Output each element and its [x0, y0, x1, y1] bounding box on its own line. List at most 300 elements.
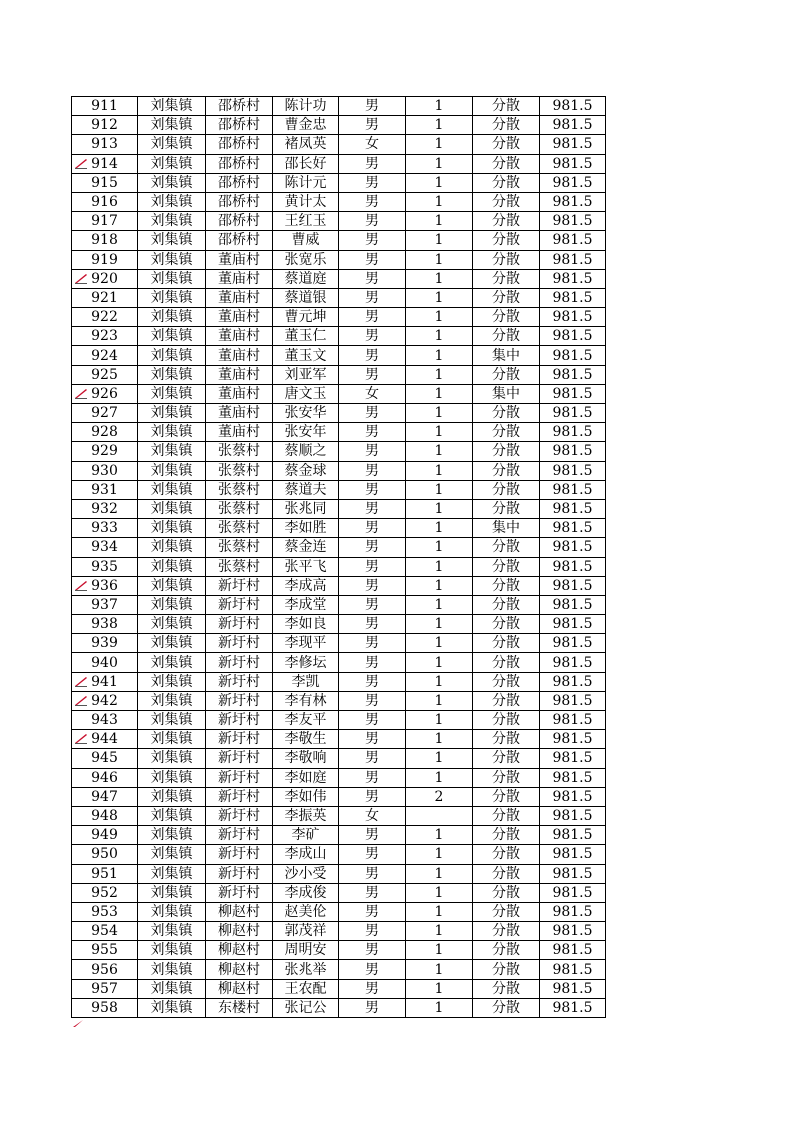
row-number: 920	[72, 269, 138, 288]
name-cell: 蔡道夫	[273, 480, 339, 499]
village-cell: 新圩村	[206, 615, 273, 634]
count-cell: 1	[406, 749, 473, 768]
row-number: 930	[72, 461, 138, 480]
table-row	[72, 135, 606, 154]
name-cell: 曹金忠	[273, 116, 339, 135]
name-cell: 蔡顺之	[273, 442, 339, 461]
table-row	[72, 288, 606, 307]
count-cell: 1	[406, 595, 473, 614]
mode-cell: 分散	[473, 442, 540, 461]
mode-cell: 分散	[473, 768, 540, 787]
amount-cell: 981.5	[540, 135, 606, 154]
town-cell: 刘集镇	[138, 826, 206, 845]
table-row	[72, 979, 606, 998]
town-cell: 刘集镇	[138, 346, 206, 365]
amount-cell: 981.5	[540, 250, 606, 269]
mode-cell: 分散	[473, 250, 540, 269]
name-cell: 李友平	[273, 711, 339, 730]
name-cell: 蔡道庭	[273, 269, 339, 288]
name-cell: 李振英	[273, 806, 339, 825]
village-cell: 新圩村	[206, 768, 273, 787]
row-number: 943	[72, 711, 138, 730]
amount-cell: 981.5	[540, 327, 606, 346]
village-cell: 新圩村	[206, 576, 273, 595]
mode-cell: 集中	[473, 384, 540, 403]
row-number: 915	[72, 173, 138, 192]
gender-cell: 男	[339, 231, 406, 250]
name-cell: 蔡道银	[273, 288, 339, 307]
mode-cell: 分散	[473, 615, 540, 634]
mode-cell: 集中	[473, 519, 540, 538]
row-number: 925	[72, 365, 138, 384]
name-cell: 李成山	[273, 845, 339, 864]
table-row	[72, 384, 606, 403]
mode-cell: 分散	[473, 135, 540, 154]
count-cell: 1	[406, 711, 473, 730]
count-cell: 1	[406, 461, 473, 480]
mode-cell: 分散	[473, 154, 540, 173]
town-cell: 刘集镇	[138, 691, 206, 710]
count-cell: 1	[406, 231, 473, 250]
gender-cell: 男	[339, 192, 406, 211]
village-cell: 董庙村	[206, 384, 273, 403]
table-row	[72, 787, 606, 806]
gender-cell: 女	[339, 135, 406, 154]
gender-cell: 男	[339, 768, 406, 787]
mode-cell: 分散	[473, 423, 540, 442]
town-cell: 刘集镇	[138, 615, 206, 634]
count-cell: 1	[406, 557, 473, 576]
gender-cell: 男	[339, 998, 406, 1017]
table-row	[72, 749, 606, 768]
name-cell: 李如伟	[273, 787, 339, 806]
table-row	[72, 192, 606, 211]
row-number: 917	[72, 212, 138, 231]
town-cell: 刘集镇	[138, 519, 206, 538]
row-number: 926	[72, 384, 138, 403]
mode-cell: 分散	[473, 730, 540, 749]
name-cell: 张兆举	[273, 960, 339, 979]
amount-cell: 981.5	[540, 922, 606, 941]
gender-cell: 男	[339, 787, 406, 806]
row-number: 921	[72, 288, 138, 307]
count-cell: 1	[406, 883, 473, 902]
town-cell: 刘集镇	[138, 538, 206, 557]
row-number: 956	[72, 960, 138, 979]
town-cell: 刘集镇	[138, 787, 206, 806]
count-cell: 1	[406, 979, 473, 998]
mode-cell: 分散	[473, 960, 540, 979]
table-row	[72, 346, 606, 365]
name-cell: 董玉文	[273, 346, 339, 365]
village-cell: 张蔡村	[206, 557, 273, 576]
count-cell: 1	[406, 941, 473, 960]
row-number: 931	[72, 480, 138, 499]
village-cell: 柳赵村	[206, 979, 273, 998]
table-row	[72, 653, 606, 672]
gender-cell: 男	[339, 691, 406, 710]
count-cell: 1	[406, 192, 473, 211]
data-table	[71, 96, 606, 1018]
row-number: 941	[72, 672, 138, 691]
town-cell: 刘集镇	[138, 595, 206, 614]
amount-cell: 981.5	[540, 845, 606, 864]
count-cell: 1	[406, 998, 473, 1017]
table-row	[72, 365, 606, 384]
count-cell: 1	[406, 768, 473, 787]
town-cell: 刘集镇	[138, 97, 206, 116]
mode-cell: 分散	[473, 404, 540, 423]
table-row	[72, 327, 606, 346]
town-cell: 刘集镇	[138, 576, 206, 595]
comment-flag-icon[interactable]	[74, 388, 88, 399]
mode-cell: 分散	[473, 595, 540, 614]
table-row	[72, 308, 606, 327]
town-cell: 刘集镇	[138, 384, 206, 403]
amount-cell: 981.5	[540, 116, 606, 135]
village-cell: 新圩村	[206, 711, 273, 730]
row-number: 935	[72, 557, 138, 576]
village-cell: 邵桥村	[206, 212, 273, 231]
village-cell: 邵桥村	[206, 116, 273, 135]
count-cell	[406, 806, 473, 825]
table-row	[72, 845, 606, 864]
row-number: 955	[72, 941, 138, 960]
town-cell: 刘集镇	[138, 423, 206, 442]
village-cell: 张蔡村	[206, 442, 273, 461]
gender-cell: 男	[339, 346, 406, 365]
village-cell: 柳赵村	[206, 902, 273, 921]
gender-cell: 男	[339, 960, 406, 979]
mode-cell: 分散	[473, 806, 540, 825]
town-cell: 刘集镇	[138, 883, 206, 902]
mode-cell: 分散	[473, 826, 540, 845]
name-cell: 陈计功	[273, 97, 339, 116]
village-cell: 柳赵村	[206, 922, 273, 941]
row-number: 942	[72, 691, 138, 710]
table-row	[72, 922, 606, 941]
comment-flag-icon[interactable]	[74, 695, 88, 706]
table-row	[72, 538, 606, 557]
table-row	[72, 595, 606, 614]
village-cell: 董庙村	[206, 288, 273, 307]
town-cell: 刘集镇	[138, 135, 206, 154]
gender-cell: 男	[339, 173, 406, 192]
amount-cell: 981.5	[540, 154, 606, 173]
row-number: 922	[72, 308, 138, 327]
table-row	[72, 97, 606, 116]
name-cell: 李修坛	[273, 653, 339, 672]
mode-cell: 分散	[473, 288, 540, 307]
name-cell: 李成俊	[273, 883, 339, 902]
mode-cell: 分散	[473, 557, 540, 576]
table-row	[72, 615, 606, 634]
table-row	[72, 941, 606, 960]
name-cell: 张平飞	[273, 557, 339, 576]
row-number: 954	[72, 922, 138, 941]
gender-cell: 男	[339, 615, 406, 634]
amount-cell: 981.5	[540, 864, 606, 883]
table-row	[72, 634, 606, 653]
amount-cell: 981.5	[540, 768, 606, 787]
comment-flag-icon[interactable]	[74, 733, 88, 744]
gender-cell: 男	[339, 711, 406, 730]
amount-cell: 981.5	[540, 346, 606, 365]
town-cell: 刘集镇	[138, 806, 206, 825]
gender-cell: 男	[339, 519, 406, 538]
name-cell: 曹元坤	[273, 308, 339, 327]
town-cell: 刘集镇	[138, 941, 206, 960]
table-row	[72, 423, 606, 442]
amount-cell: 981.5	[540, 979, 606, 998]
table-row	[72, 730, 606, 749]
village-cell: 张蔡村	[206, 538, 273, 557]
gender-cell: 男	[339, 116, 406, 135]
gender-cell: 男	[339, 480, 406, 499]
table-row	[72, 519, 606, 538]
comment-flag-icon[interactable]	[74, 676, 88, 687]
village-cell: 董庙村	[206, 250, 273, 269]
amount-cell: 981.5	[540, 212, 606, 231]
count-cell: 1	[406, 116, 473, 135]
amount-cell: 981.5	[540, 998, 606, 1017]
amount-cell: 981.5	[540, 269, 606, 288]
gender-cell: 男	[339, 538, 406, 557]
row-number: 919	[72, 250, 138, 269]
town-cell: 刘集镇	[138, 461, 206, 480]
table-row	[72, 960, 606, 979]
town-cell: 刘集镇	[138, 730, 206, 749]
village-cell: 柳赵村	[206, 941, 273, 960]
gender-cell: 男	[339, 423, 406, 442]
town-cell: 刘集镇	[138, 308, 206, 327]
corner-marker-icon	[73, 1019, 85, 1027]
count-cell: 1	[406, 864, 473, 883]
row-number: 939	[72, 634, 138, 653]
mode-cell: 分散	[473, 941, 540, 960]
row-number: 912	[72, 116, 138, 135]
gender-cell: 男	[339, 883, 406, 902]
table-row	[72, 499, 606, 518]
town-cell: 刘集镇	[138, 365, 206, 384]
row-number: 940	[72, 653, 138, 672]
count-cell: 2	[406, 787, 473, 806]
row-number: 938	[72, 615, 138, 634]
count-cell: 1	[406, 538, 473, 557]
town-cell: 刘集镇	[138, 557, 206, 576]
gender-cell: 男	[339, 826, 406, 845]
mode-cell: 分散	[473, 864, 540, 883]
amount-cell: 981.5	[540, 634, 606, 653]
comment-flag-icon[interactable]	[74, 273, 88, 284]
gender-cell: 男	[339, 749, 406, 768]
row-number: 937	[72, 595, 138, 614]
name-cell: 曹威	[273, 231, 339, 250]
name-cell: 李成堂	[273, 595, 339, 614]
mode-cell: 分散	[473, 480, 540, 499]
table-row	[72, 173, 606, 192]
gender-cell: 男	[339, 672, 406, 691]
mode-cell: 分散	[473, 711, 540, 730]
mode-cell: 分散	[473, 231, 540, 250]
count-cell: 1	[406, 404, 473, 423]
count-cell: 1	[406, 576, 473, 595]
town-cell: 刘集镇	[138, 212, 206, 231]
gender-cell: 男	[339, 730, 406, 749]
mode-cell: 分散	[473, 634, 540, 653]
amount-cell: 981.5	[540, 288, 606, 307]
village-cell: 董庙村	[206, 346, 273, 365]
amount-cell: 981.5	[540, 960, 606, 979]
mode-cell: 分散	[473, 672, 540, 691]
table-row	[72, 826, 606, 845]
amount-cell: 981.5	[540, 653, 606, 672]
amount-cell: 981.5	[540, 826, 606, 845]
mode-cell: 分散	[473, 749, 540, 768]
table-row	[72, 864, 606, 883]
amount-cell: 981.5	[540, 902, 606, 921]
mode-cell: 分散	[473, 173, 540, 192]
name-cell: 李成高	[273, 576, 339, 595]
name-cell: 李现平	[273, 634, 339, 653]
gender-cell: 男	[339, 212, 406, 231]
town-cell: 刘集镇	[138, 116, 206, 135]
village-cell: 邵桥村	[206, 154, 273, 173]
name-cell: 王红玉	[273, 212, 339, 231]
name-cell: 王农配	[273, 979, 339, 998]
village-cell: 新圩村	[206, 672, 273, 691]
table-row	[72, 902, 606, 921]
row-number: 923	[72, 327, 138, 346]
name-cell: 李敬生	[273, 730, 339, 749]
village-cell: 新圩村	[206, 864, 273, 883]
mode-cell: 分散	[473, 979, 540, 998]
name-cell: 张安华	[273, 404, 339, 423]
mode-cell: 集中	[473, 346, 540, 365]
row-number: 949	[72, 826, 138, 845]
town-cell: 刘集镇	[138, 499, 206, 518]
amount-cell: 981.5	[540, 384, 606, 403]
town-cell: 刘集镇	[138, 845, 206, 864]
table-row	[72, 250, 606, 269]
amount-cell: 981.5	[540, 691, 606, 710]
row-number: 957	[72, 979, 138, 998]
table-body	[72, 97, 606, 1018]
count-cell: 1	[406, 327, 473, 346]
name-cell: 李如庭	[273, 768, 339, 787]
count-cell: 1	[406, 480, 473, 499]
count-cell: 1	[406, 519, 473, 538]
count-cell: 1	[406, 288, 473, 307]
row-number: 916	[72, 192, 138, 211]
row-number: 950	[72, 845, 138, 864]
town-cell: 刘集镇	[138, 173, 206, 192]
count-cell: 1	[406, 269, 473, 288]
amount-cell: 981.5	[540, 519, 606, 538]
gender-cell: 男	[339, 941, 406, 960]
count-cell: 1	[406, 730, 473, 749]
amount-cell: 981.5	[540, 308, 606, 327]
count-cell: 1	[406, 442, 473, 461]
mode-cell: 分散	[473, 269, 540, 288]
gender-cell: 男	[339, 269, 406, 288]
comment-flag-icon[interactable]	[74, 580, 88, 591]
mode-cell: 分散	[473, 902, 540, 921]
table-row	[72, 672, 606, 691]
count-cell: 1	[406, 672, 473, 691]
count-cell: 1	[406, 653, 473, 672]
mode-cell: 分散	[473, 327, 540, 346]
name-cell: 李如良	[273, 615, 339, 634]
table-row	[72, 269, 606, 288]
village-cell: 柳赵村	[206, 960, 273, 979]
table-row	[72, 883, 606, 902]
row-number: 953	[72, 902, 138, 921]
amount-cell: 981.5	[540, 711, 606, 730]
count-cell: 1	[406, 173, 473, 192]
village-cell: 张蔡村	[206, 519, 273, 538]
amount-cell: 981.5	[540, 404, 606, 423]
gender-cell: 男	[339, 595, 406, 614]
gender-cell: 女	[339, 384, 406, 403]
village-cell: 新圩村	[206, 749, 273, 768]
table-row	[72, 231, 606, 250]
village-cell: 邵桥村	[206, 231, 273, 250]
table-row	[72, 461, 606, 480]
table-row	[72, 806, 606, 825]
gender-cell: 男	[339, 864, 406, 883]
name-cell: 张兆同	[273, 499, 339, 518]
village-cell: 邵桥村	[206, 192, 273, 211]
mode-cell: 分散	[473, 883, 540, 902]
gender-cell: 男	[339, 634, 406, 653]
amount-cell: 981.5	[540, 97, 606, 116]
count-cell: 1	[406, 384, 473, 403]
table-row	[72, 480, 606, 499]
row-number: 932	[72, 499, 138, 518]
village-cell: 张蔡村	[206, 461, 273, 480]
gender-cell: 男	[339, 97, 406, 116]
row-number: 946	[72, 768, 138, 787]
name-cell: 周明安	[273, 941, 339, 960]
amount-cell: 981.5	[540, 461, 606, 480]
gender-cell: 男	[339, 250, 406, 269]
gender-cell: 男	[339, 404, 406, 423]
table-row	[72, 154, 606, 173]
count-cell: 1	[406, 615, 473, 634]
town-cell: 刘集镇	[138, 979, 206, 998]
gender-cell: 女	[339, 806, 406, 825]
village-cell: 新圩村	[206, 595, 273, 614]
village-cell: 新圩村	[206, 787, 273, 806]
table-row	[72, 576, 606, 595]
gender-cell: 男	[339, 845, 406, 864]
amount-cell: 981.5	[540, 672, 606, 691]
mode-cell: 分散	[473, 308, 540, 327]
amount-cell: 981.5	[540, 231, 606, 250]
row-number: 944	[72, 730, 138, 749]
name-cell: 李敬响	[273, 749, 339, 768]
village-cell: 新圩村	[206, 883, 273, 902]
gender-cell: 男	[339, 576, 406, 595]
table-row	[72, 212, 606, 231]
mode-cell: 分散	[473, 998, 540, 1017]
row-number: 911	[72, 97, 138, 116]
comment-flag-icon[interactable]	[74, 158, 88, 169]
count-cell: 1	[406, 423, 473, 442]
town-cell: 刘集镇	[138, 327, 206, 346]
name-cell: 董玉仁	[273, 327, 339, 346]
